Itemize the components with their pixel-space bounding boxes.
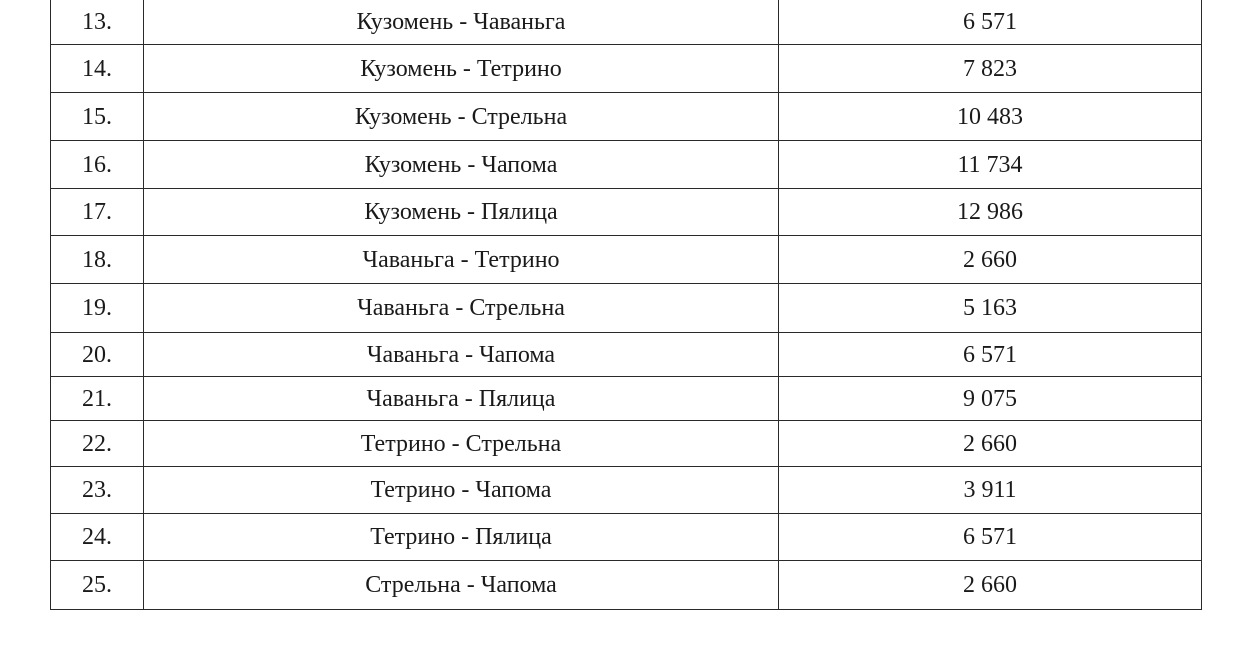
row-number: 15. [51, 93, 144, 141]
table-row [51, 561, 1202, 610]
row-number: 22. [51, 421, 144, 467]
table-row [51, 333, 1202, 377]
route-distance: 3 911 [779, 467, 1202, 514]
row-number: 17. [51, 189, 144, 236]
route-distance: 12 986 [779, 189, 1202, 236]
table-row [51, 0, 1202, 45]
table-row [51, 284, 1202, 333]
table-row [51, 421, 1202, 467]
route-distance: 11 734 [779, 141, 1202, 189]
table-row [51, 93, 1202, 141]
row-number: 19. [51, 284, 144, 333]
route-name: Чаваньга - Стрельна [144, 284, 779, 333]
row-number: 24. [51, 514, 144, 561]
route-name: Тетрино - Стрельна [144, 421, 779, 467]
route-name: Кузомень - Чапома [144, 141, 779, 189]
route-name: Чаваньга - Тетрино [144, 236, 779, 284]
route-name: Кузомень - Пялица [144, 189, 779, 236]
table-row [51, 467, 1202, 514]
route-distance: 6 571 [779, 0, 1202, 45]
route-name: Тетрино - Пялица [144, 514, 779, 561]
routes-table [50, 0, 1202, 610]
routes-table-body [51, 0, 1202, 610]
route-name: Кузомень - Тетрино [144, 45, 779, 93]
table-row [51, 45, 1202, 93]
route-distance: 2 660 [779, 421, 1202, 467]
route-distance: 5 163 [779, 284, 1202, 333]
table-row [51, 514, 1202, 561]
route-distance: 2 660 [779, 236, 1202, 284]
row-number: 16. [51, 141, 144, 189]
row-number: 13. [51, 0, 144, 45]
route-distance: 10 483 [779, 93, 1202, 141]
row-number: 14. [51, 45, 144, 93]
row-number: 18. [51, 236, 144, 284]
route-name: Стрельна - Чапома [144, 561, 779, 610]
table-row [51, 377, 1202, 421]
route-name: Тетрино - Чапома [144, 467, 779, 514]
route-distance: 7 823 [779, 45, 1202, 93]
row-number: 23. [51, 467, 144, 514]
row-number: 21. [51, 377, 144, 421]
route-name: Кузомень - Стрельна [144, 93, 779, 141]
table-row [51, 141, 1202, 189]
route-name: Чаваньга - Пялица [144, 377, 779, 421]
row-number: 25. [51, 561, 144, 610]
route-name: Чаваньга - Чапома [144, 333, 779, 377]
route-distance: 6 571 [779, 514, 1202, 561]
route-distance: 9 075 [779, 377, 1202, 421]
table-row [51, 236, 1202, 284]
route-distance: 6 571 [779, 333, 1202, 377]
row-number: 20. [51, 333, 144, 377]
route-distance: 2 660 [779, 561, 1202, 610]
route-name: Кузомень - Чаваньга [144, 0, 779, 45]
table-row [51, 189, 1202, 236]
